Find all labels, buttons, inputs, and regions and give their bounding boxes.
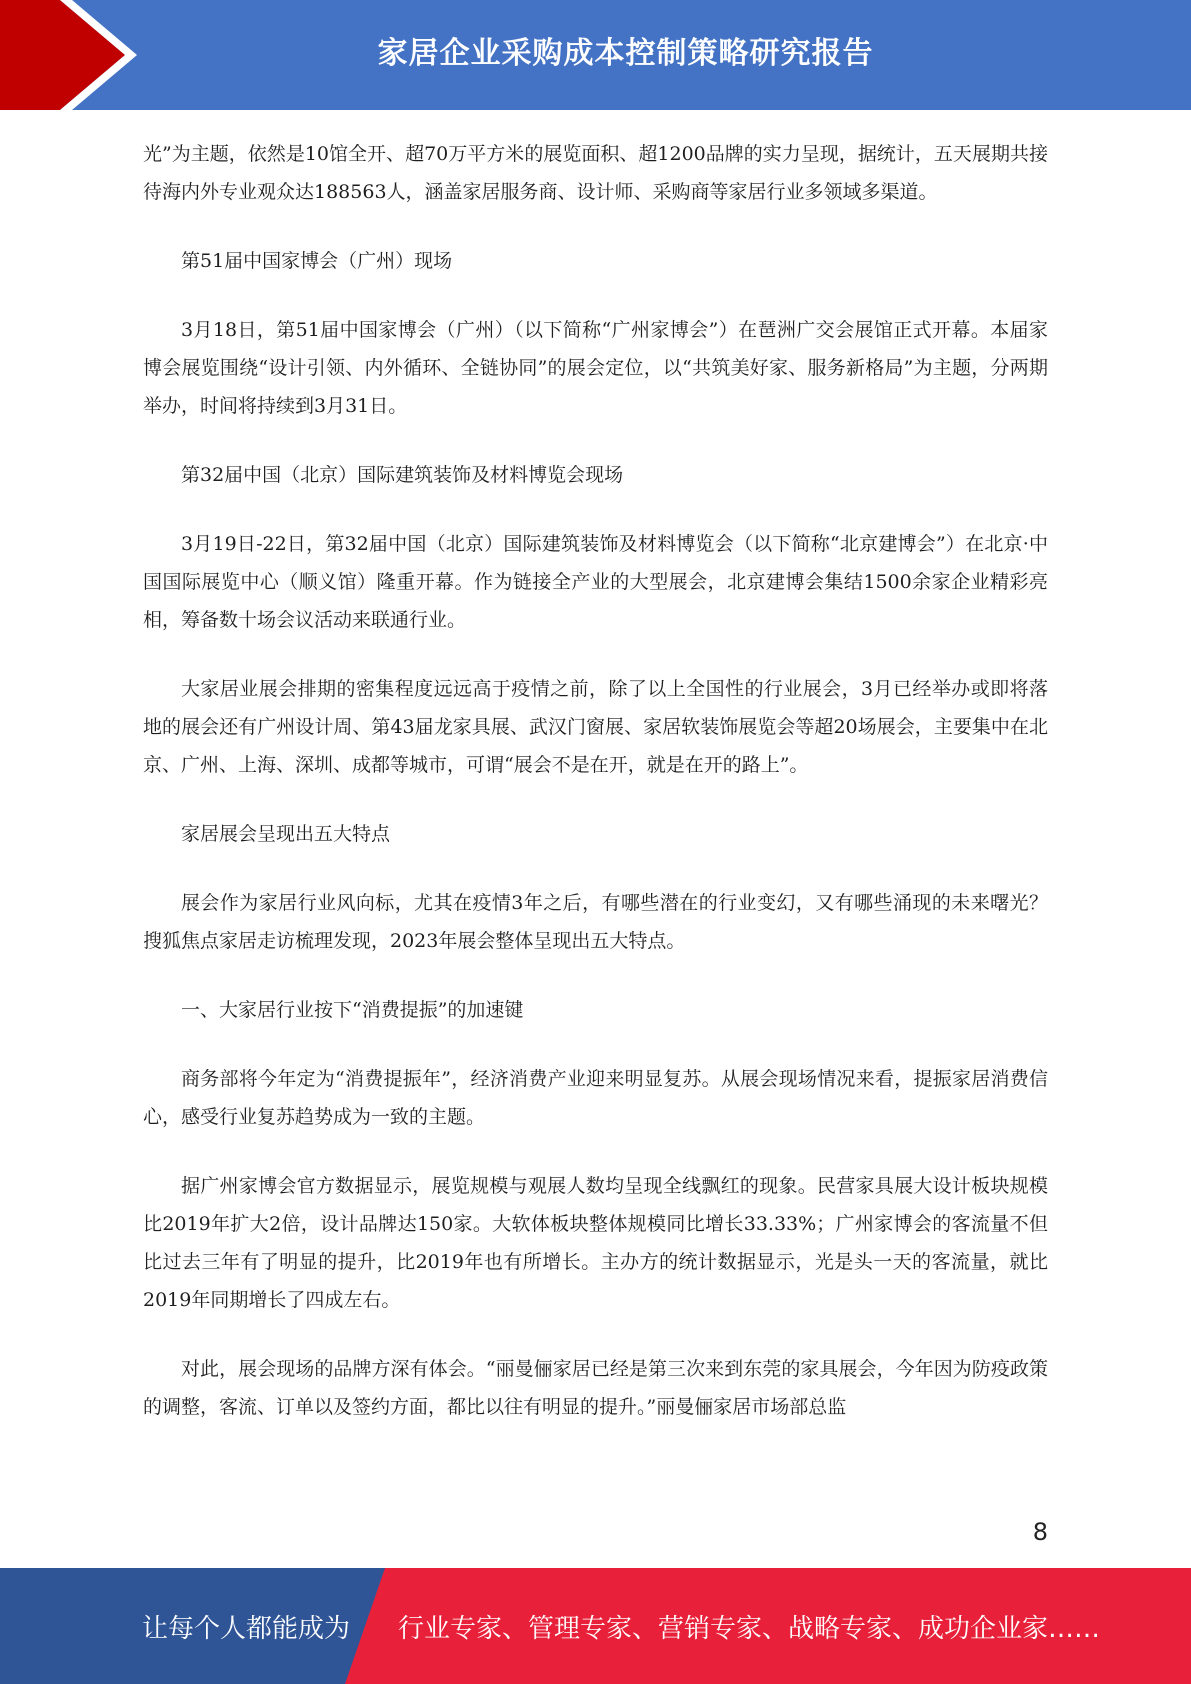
page-header: [0, 0, 1191, 110]
paragraph: 3月18日，第51届中国家博会（广州）（以下简称“广州家博会”）在琶洲广交会展馆正式开幕。本届家博会展览围绕“设计引领、内外循环、全链协同”的展会定位，以“共筑美好家、服务新格局”为主题，分两期举办，时间将持续到3月31日。: [143, 319, 1048, 417]
report-body: [143, 135, 1048, 1457]
footer-slogan-left: 让每个人都能成为: [142, 1613, 351, 1644]
report-title: 家居企业采购成本控制策略研究报告: [377, 36, 874, 71]
section-caption: 第32届中国（北京）国际建筑装饰及材料博览会现场: [181, 464, 624, 486]
section-heading: 一、大家居行业按下“消费提振”的加速键: [181, 999, 524, 1021]
paragraph: 据广州家博会官方数据显示，展览规模与观展人数均呈现全线飘红的现象。民营家具展大设计板块规模比2019年扩大2倍，设计品牌达150家。大软体板块整体规模同比增长33.33%；广州家博会的客流量不但比过去三年有了明显的提升，比2019年也有所增长。主办方的统计数据显示，光是头一天的客流量，就比2019年同期增长了四成左右。: [143, 1175, 1048, 1311]
page-footer: [0, 1568, 1191, 1684]
page-number: 8: [1032, 1518, 1048, 1546]
paragraph: 商务部将今年定为“消费提振年”，经济消费产业迎来明显复苏。从展会现场情况来看，提振家居消费信心，感受行业复苏趋势成为一致的主题。: [143, 1068, 1048, 1128]
paragraph: 3月19日-22日，第32届中国（北京）国际建筑装饰及材料博览会（以下简称“北京建博会”）在北京·中国国际展览中心（顺义馆）隆重开幕。作为链接全产业的大型展会，北京建博会集结1500余家企业精彩亮相，筹备数十场会议活动来联通行业。: [143, 533, 1048, 631]
section-heading: 家居展会呈现出五大特点: [181, 823, 391, 845]
paragraph: 展会作为家居行业风向标，尤其在疫情3年之后，有哪些潜在的行业变幻，又有哪些涌现的未来曙光？搜狐焦点家居走访梳理发现，2023年展会整体呈现出五大特点。: [143, 892, 1048, 952]
paragraph: 光”为主题，依然是10馆全开、超70万平方米的展览面积、超1200品牌的实力呈现，据统计，五天展期共接待海内外专业观众达188563人，涵盖家居服务商、设计师、采购商等家居行业多领域多渠道。: [143, 143, 1048, 203]
paragraph: 对此，展会现场的品牌方深有体会。“丽曼俪家居已经是第三次来到东莞的家具展会，今年因为防疫政策的调整，客流、订单以及签约方面，都比以往有明显的提升。”丽曼俪家居市场部总监: [143, 1358, 1048, 1418]
footer-slogan-right: 行业专家、管理专家、营销专家、战略专家、成功企业家……: [398, 1613, 1101, 1644]
paragraph: 大家居业展会排期的密集程度远远高于疫情之前，除了以上全国性的行业展会，3月已经举办或即将落地的展会还有广州设计周、第43届龙家具展、武汉门窗展、家居软装饰展览会等超20场展会，主要集中在北京、广州、上海、深圳、成都等城市，可谓“展会不是在开，就是在开的路上”。: [143, 678, 1048, 776]
section-caption: 第51届中国家博会（广州）现场: [181, 250, 453, 272]
